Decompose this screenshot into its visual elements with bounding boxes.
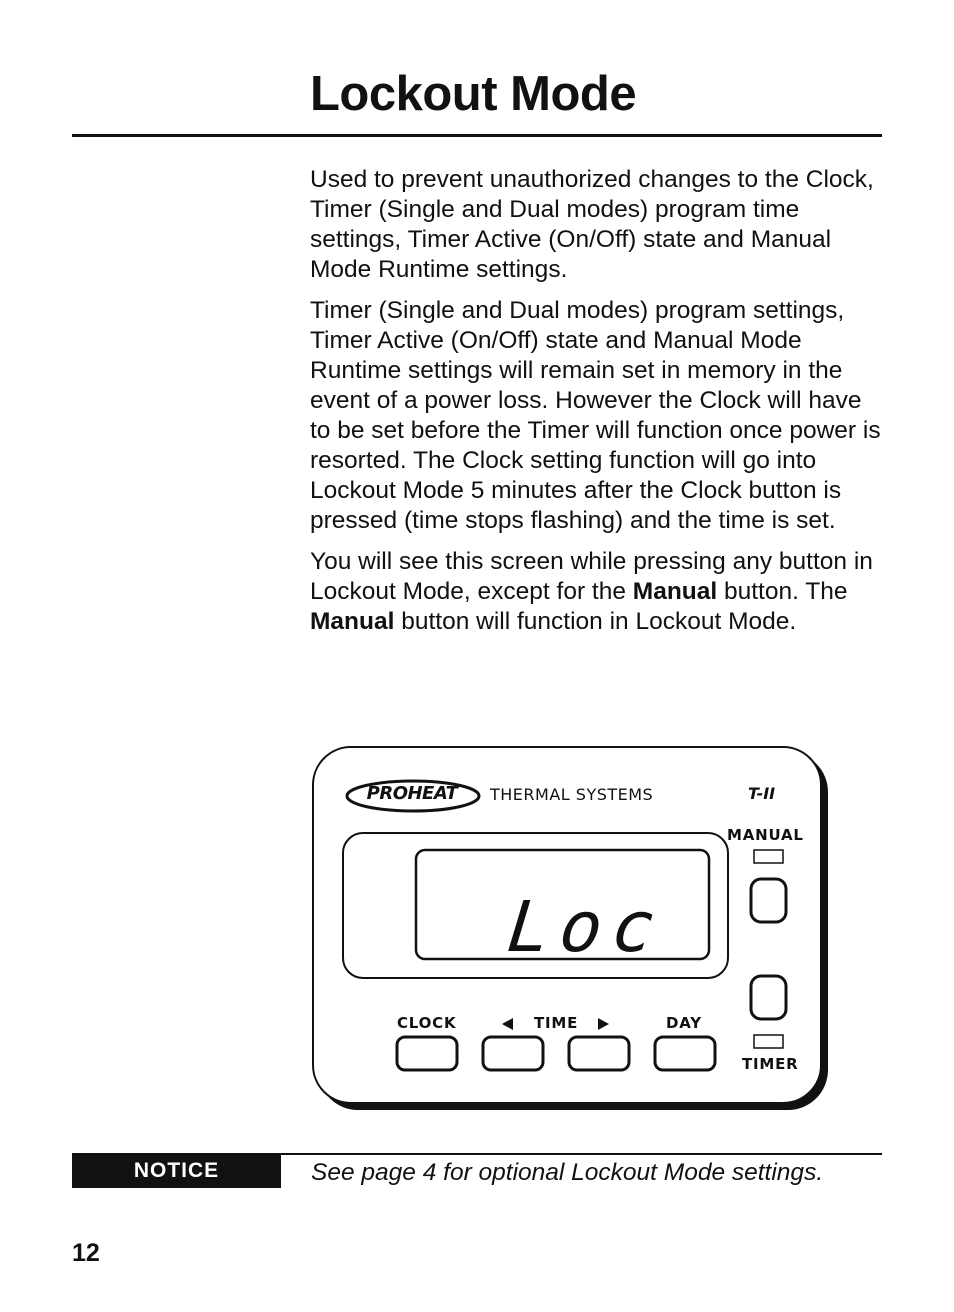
timer-label: TIMER [742, 1055, 799, 1073]
paragraph-1: Used to prevent unauthorized changes to the Clock, Timer (Single and Dual modes) program time settings, Timer Active (On/Off) state and Manual Mode Runtime settings. [310, 166, 874, 283]
model-label: T-II [748, 784, 776, 803]
time-forward-button[interactable] [569, 1037, 629, 1070]
manual-bold-2: Manual [310, 608, 395, 635]
time-back-button[interactable] [483, 1037, 543, 1070]
manual-button[interactable] [751, 879, 786, 922]
manual-bold-1: Manual [632, 578, 718, 605]
day-button[interactable] [655, 1037, 715, 1070]
paragraph-3 [310, 547, 882, 637]
timer-button[interactable] [751, 976, 786, 1019]
brand-text: THERMAL SYSTEMS [490, 785, 654, 804]
day-label: DAY [666, 1014, 702, 1032]
page-number: 12 [72, 1239, 100, 1267]
manual-indicator [754, 850, 783, 863]
clock-button[interactable] [397, 1037, 457, 1070]
clock-label: CLOCK [397, 1014, 457, 1032]
paragraph-3-part-3: button will function in Lockout Mode. [394, 608, 797, 635]
paragraph-3-part-1: You will see this screen while pressing any button in Lockout Mode, except for the [310, 548, 873, 605]
time-label: TIME [534, 1014, 579, 1032]
controller-illustration [312, 746, 828, 1106]
logo-text: PROHEAT [366, 783, 458, 804]
notice-text: See page 4 for optional Lockout Mode settings. [311, 1159, 824, 1186]
paragraph-2: Timer (Single and Dual modes) program settings, Timer Active (On/Off) state and Manual Mode Runtime settings will remain set in memory in the event of a power loss. However the Clock will have to be set before the Timer will function once power is resorted. The Clock setting function will go into Lockout Mode 5 minutes after the Clock button is pressed (time stops flashing) and the time is set. [310, 297, 881, 534]
paragraph-3-part-2: button. The [717, 578, 848, 605]
body-text [310, 165, 882, 648]
lcd-readout: Loc [503, 886, 669, 968]
title-rule [72, 134, 882, 137]
manual-label: MANUAL [727, 826, 804, 844]
notice-label: NOTICE [72, 1155, 281, 1188]
page-title: Lockout Mode [310, 67, 637, 121]
timer-indicator [754, 1035, 783, 1048]
